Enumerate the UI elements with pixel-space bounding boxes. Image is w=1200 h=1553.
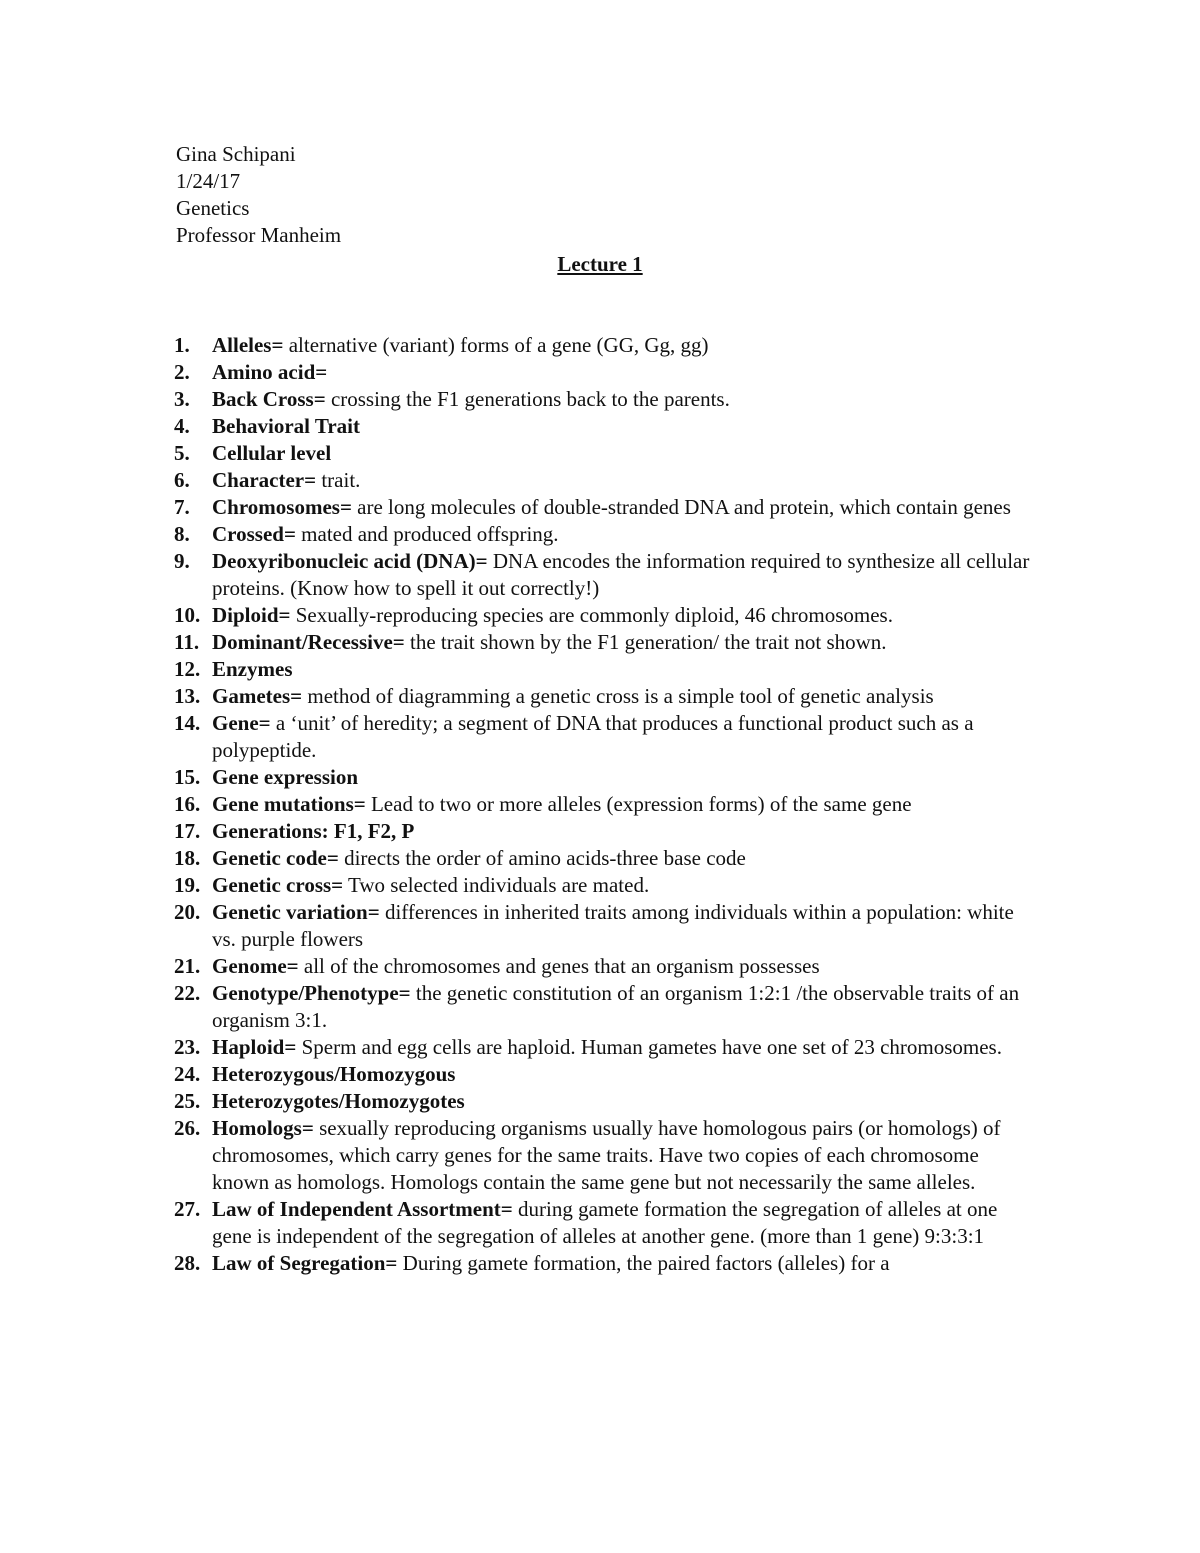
list-item-number: 17.: [174, 819, 201, 843]
term-name: Genetic cross=: [212, 873, 344, 897]
term-name: Character=: [212, 468, 317, 492]
list-item-number: 27.: [174, 1197, 201, 1221]
list-item: [0, 467, 1032, 494]
author-name: Gina Schipani: [176, 142, 296, 166]
term-name: Genome=: [212, 954, 299, 978]
list-item-number: 20.: [174, 900, 201, 924]
list-item-number: 15.: [174, 765, 201, 789]
term-definition: Two selected individuals are mated.: [343, 873, 650, 897]
list-item-number: 4.: [174, 414, 190, 438]
term-name: Heterozygous/Homozygous: [212, 1062, 456, 1086]
term-definition: Sexually-reproducing species are commonly diploid, 46 chromosomes.: [290, 603, 893, 627]
term-definition: Sperm and egg cells are haploid. Human gametes have one set of 23 chromosomes.: [296, 1035, 1002, 1059]
term-name: Heterozygotes/Homozygotes: [212, 1089, 465, 1113]
list-item: [0, 494, 1032, 521]
term-name: Genetic variation=: [212, 900, 380, 924]
list-item-number: 1.: [174, 333, 190, 357]
list-item: [0, 413, 1032, 440]
term-definition: a ‘unit’ of heredity; a segment of DNA that produces a functional product such as a polypeptide.: [212, 711, 974, 762]
term-name: Amino acid=: [212, 360, 328, 384]
term-name: Gametes=: [212, 684, 303, 708]
glossary-list: [0, 332, 1200, 1277]
list-item-number: 6.: [174, 468, 190, 492]
term-name: Chromosomes=: [212, 495, 352, 519]
list-item: [0, 980, 1032, 1034]
term-definition: directs the order of amino acids-three base code: [338, 846, 746, 870]
list-item: [0, 818, 1032, 845]
term-name: Law of Independent Assortment=: [212, 1197, 513, 1221]
term-definition: trait.: [316, 468, 361, 492]
list-item: [0, 386, 1032, 413]
term-name: Diploid=: [212, 603, 291, 627]
list-item-number: 12.: [174, 657, 201, 681]
document-header: [176, 141, 341, 249]
list-item: [0, 548, 1032, 602]
list-item: [0, 845, 1032, 872]
list-item-number: 23.: [174, 1035, 201, 1059]
professor-name: Professor Manheim: [176, 223, 342, 247]
list-item: [0, 359, 1032, 386]
term-name: Gene=: [212, 711, 271, 735]
list-item-number: 25.: [174, 1089, 201, 1113]
list-item-number: 24.: [174, 1062, 201, 1086]
list-item: [0, 683, 1032, 710]
term-definition: alternative (variant) forms of a gene (GG, Gg, gg): [283, 333, 709, 357]
list-item-number: 18.: [174, 846, 201, 870]
term-definition: During gamete formation, the paired factors (alleles) for a: [397, 1251, 890, 1275]
list-item-number: 8.: [174, 522, 190, 546]
list-item-number: 2.: [174, 360, 190, 384]
term-definition: differences in inherited traits among individuals within a population: white vs. purple flowers: [212, 900, 1014, 951]
list-item: [0, 1250, 1032, 1277]
term-name: Law of Segregation=: [212, 1251, 398, 1275]
term-name: Gene mutations=: [212, 792, 366, 816]
term-name: Deoxyribonucleic acid (DNA)=: [212, 549, 488, 573]
term-name: Haploid=: [212, 1035, 297, 1059]
list-item: [0, 1196, 1032, 1250]
list-item-number: 22.: [174, 981, 201, 1005]
list-item: [0, 791, 1032, 818]
term-definition: crossing the F1 generations back to the parents.: [325, 387, 730, 411]
list-item-number: 9.: [174, 549, 190, 573]
list-item-number: 7.: [174, 495, 190, 519]
term-definition: mated and produced offspring.: [295, 522, 559, 546]
term-definition: the trait shown by the F1 generation/ the trait not shown.: [404, 630, 887, 654]
course-name: Genetics: [176, 196, 250, 220]
term-name: Homologs=: [212, 1116, 314, 1140]
list-item: [0, 332, 1032, 359]
list-item: [0, 440, 1032, 467]
term-name: Back Cross=: [212, 387, 326, 411]
term-definition: during gamete formation the segregation of alleles at one gene is independent of the segregation of alleles at another gene. (more than 1 gene) 9:3:3:1: [212, 1197, 998, 1248]
list-item-number: 10.: [174, 603, 201, 627]
term-name: Genetic code=: [212, 846, 339, 870]
term-name: Alleles=: [212, 333, 284, 357]
term-name: Crossed=: [212, 522, 296, 546]
list-item: [0, 656, 1032, 683]
list-item-number: 19.: [174, 873, 201, 897]
list-item: [0, 1088, 1032, 1115]
lecture-title: Lecture 1: [557, 252, 643, 276]
list-item: [0, 764, 1032, 791]
term-definition: method of diagramming a genetic cross is a simple tool of genetic analysis: [302, 684, 934, 708]
list-item: [0, 602, 1032, 629]
document-date: 1/24/17: [176, 169, 241, 193]
list-item-number: 3.: [174, 387, 190, 411]
term-definition: the genetic constitution of an organism 1:2:1 /the observable traits of an organism 3:1.: [212, 981, 1020, 1032]
term-name: Cellular level: [212, 441, 332, 465]
list-item-number: 11.: [174, 630, 200, 654]
list-item-number: 14.: [174, 711, 201, 735]
term-definition: all of the chromosomes and genes that an organism possesses: [298, 954, 820, 978]
term-name: Generations: F1, F2, P: [212, 819, 415, 843]
list-item: [0, 953, 1032, 980]
list-item: [0, 1061, 1032, 1088]
list-item: [0, 899, 1032, 953]
list-item-number: 5.: [174, 441, 190, 465]
term-definition: sexually reproducing organisms usually have homologous pairs (or homologs) of chromosomes, which carry genes for the same traits. Have two copies of each chromosome known as homologs. Homologs contain the same gene but not necessarily the same alleles.: [212, 1116, 1001, 1194]
term-name: Genotype/Phenotype=: [212, 981, 411, 1005]
list-item: [0, 872, 1032, 899]
list-item: [0, 629, 1032, 656]
list-item: [0, 521, 1032, 548]
term-name: Behavioral Trait: [212, 414, 360, 438]
list-item: [0, 1034, 1032, 1061]
list-item-number: 16.: [174, 792, 201, 816]
list-item-number: 13.: [174, 684, 201, 708]
list-item: [0, 710, 1032, 764]
list-item: [0, 1115, 1032, 1196]
term-definition: Lead to two or more alleles (expression forms) of the same gene: [365, 792, 912, 816]
list-item-number: 28.: [174, 1251, 201, 1275]
list-item-number: 21.: [174, 954, 201, 978]
term-name: Dominant/Recessive=: [212, 630, 405, 654]
term-name: Gene expression: [212, 765, 359, 789]
list-item-number: 26.: [174, 1116, 201, 1140]
term-definition: are long molecules of double-stranded DNA and protein, which contain genes: [351, 495, 1011, 519]
term-definition: DNA encodes the information required to synthesize all cellular proteins. (Know how to spell it out correctly!): [212, 549, 1030, 600]
term-name: Enzymes: [212, 657, 293, 681]
